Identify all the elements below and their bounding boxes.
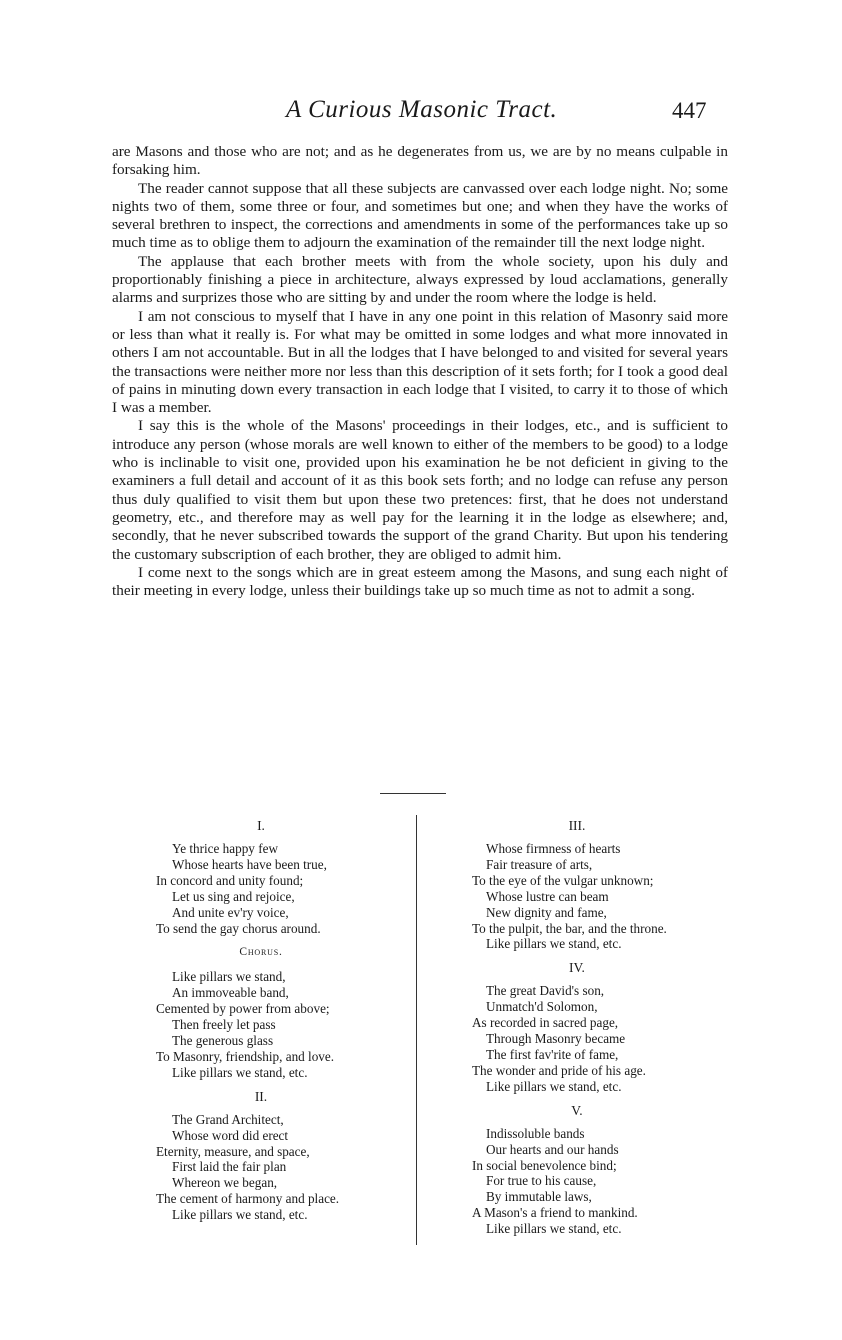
verse-line: The great David's son, bbox=[486, 983, 605, 999]
page-header bbox=[0, 92, 842, 132]
verse-line: Let us sing and rejoice, bbox=[172, 888, 295, 904]
verse-line: The first fav'rite of fame, bbox=[486, 1046, 619, 1062]
verse-line: Whose hearts have been true, bbox=[172, 856, 327, 872]
paragraph: I am not conscious to myself that I have in any one point in this relation of Masonry said more or less than what it really is. For what may be omitted in some lodges and what more innovated in others I am not accountable. But in all the lodges that I have belonged to and visited for several years the transactions were neither more nor less than this description of it sets forth; for I took a good deal of pains in minuting down every transaction in each lodge that I visited, to carry it to those of which I was a member. bbox=[112, 307, 728, 417]
paragraph: The reader cannot suppose that all these subjects are canvassed over each lodge night. No; some nights two of them, some three or four, and sometimes but one; and when they have the works of several brethren to inspect, the corrections and amendments in some of the performances take up so much time as to oblige them to adjourn the examination of the remainder till the next lodge night. bbox=[112, 179, 728, 252]
verse-line: The Grand Architect, bbox=[172, 1111, 284, 1127]
stanza bbox=[472, 983, 722, 1094]
paragraph: are Masons and those who are not; and as he degenerates from us, we are by no means culpable in forsaking him. bbox=[112, 143, 728, 179]
verse-line: As recorded in sacred page, bbox=[472, 1015, 619, 1031]
verse-line: To send the gay chorus around. bbox=[156, 920, 321, 936]
verse-line: Through Masonry became bbox=[486, 1031, 626, 1047]
verse-line: New dignity and fame, bbox=[486, 904, 607, 920]
verse-line: And unite ev'ry voice, bbox=[172, 904, 289, 920]
stanza-number: III. bbox=[568, 818, 586, 833]
verse-line: Eternity, measure, and space, bbox=[156, 1143, 310, 1159]
verse-line: Fair treasure of arts, bbox=[486, 856, 593, 872]
chorus bbox=[156, 969, 406, 1080]
verse-line: Indissoluble bands bbox=[486, 1125, 585, 1141]
verse-line: The generous glass bbox=[172, 1032, 274, 1048]
verse-line: Our hearts and our hands bbox=[486, 1141, 619, 1157]
verse-line: Whereon we began, bbox=[172, 1175, 278, 1191]
paragraph: I say this is the whole of the Masons' proceedings in their lodges, etc., and is sufficient to introduce any person (whose morals are well known to either of the members to be good) to a lodge who is inclinable to visit one, provided upon his examination he be not deficient in giving to the examiners a full detail and account of it as this book sets forth; and no lodge can refuse any person thus duly qualified to visit them but upon these two pretences: first, that he does not understand geometry, etc., and therefore may as well pay for the learning it in the lodge as elsewhere; and, secondly, that he never subscribed towards the support of the grand Charity. But upon his tendering the customary subscription of each brother, they are obliged to admit him. bbox=[112, 417, 728, 563]
verse-line: Unmatch'd Solomon, bbox=[486, 999, 598, 1015]
stanza-number: II. bbox=[254, 1088, 268, 1104]
verse-line: To Masonry, friendship, and love. bbox=[156, 1048, 335, 1064]
verse-line: To the eye of the vulgar unknown; bbox=[472, 872, 654, 888]
running-title: A Curious Masonic Tract. bbox=[286, 96, 558, 123]
verse-line: Like pillars we stand, etc. bbox=[486, 1221, 622, 1237]
song-column-left bbox=[156, 818, 406, 1231]
verse-line: Ye thrice happy few bbox=[172, 841, 278, 856]
paragraph: The applause that each brother meets with from the whole society, upon his duly and proportionably finishing a piece in architecture, always expressed by loud acclamations, generally alarms and surprizes those who are sitting by and under the room where the lodge is held. bbox=[112, 252, 728, 307]
section-separator bbox=[380, 793, 446, 794]
verse-line: In social benevolence bind; bbox=[472, 1157, 617, 1173]
stanza-number: I. bbox=[257, 818, 265, 833]
verse-line: Like pillars we stand, etc. bbox=[172, 1064, 308, 1080]
verse-line: A Mason's a friend to mankind. bbox=[472, 1205, 638, 1221]
verse-line: Like pillars we stand, etc. bbox=[486, 936, 622, 952]
stanza bbox=[472, 1126, 722, 1237]
stanza bbox=[472, 841, 722, 952]
verse-line: The wonder and pride of his age. bbox=[472, 1062, 646, 1078]
paragraph: I come next to the songs which are in great esteem among the Masons, and sung each night of their meeting in every lodge, unless their buildings take up so much time as not to admit a song. bbox=[112, 563, 728, 600]
stanza bbox=[156, 841, 406, 936]
verse-line: Like pillars we stand, etc. bbox=[172, 1207, 308, 1223]
verse-line: To the pulpit, the bar, and the throne. bbox=[472, 920, 667, 936]
verse-line: Whose word did erect bbox=[172, 1127, 289, 1143]
stanza-number: V. bbox=[571, 1102, 583, 1118]
verse-line: The cement of harmony and place. bbox=[156, 1191, 340, 1207]
chorus-heading: Chorus. bbox=[239, 946, 283, 959]
verse-line: Whose firmness of hearts bbox=[486, 841, 621, 856]
verse-line: Whose lustre can beam bbox=[486, 888, 609, 904]
verse-line: Cemented by power from above; bbox=[156, 1001, 330, 1017]
verse-line: First laid the fair plan bbox=[172, 1159, 287, 1175]
verse-line: An immoveable band, bbox=[172, 985, 289, 1001]
verse-line: Then freely let pass bbox=[172, 1017, 276, 1033]
stanza-number: IV. bbox=[569, 960, 585, 976]
verse-line: Like pillars we stand, etc. bbox=[486, 1078, 622, 1094]
stanza bbox=[156, 1112, 406, 1223]
verse-line: By immutable laws, bbox=[486, 1189, 592, 1205]
song-column-right bbox=[472, 818, 722, 1245]
verse-line: In concord and unity found; bbox=[156, 872, 304, 888]
column-rule bbox=[416, 815, 417, 1245]
verse-line: Like pillars we stand, bbox=[172, 969, 286, 985]
verse-line: For true to his cause, bbox=[486, 1173, 597, 1189]
body-text bbox=[112, 143, 728, 600]
page-number: 447 bbox=[672, 98, 707, 123]
